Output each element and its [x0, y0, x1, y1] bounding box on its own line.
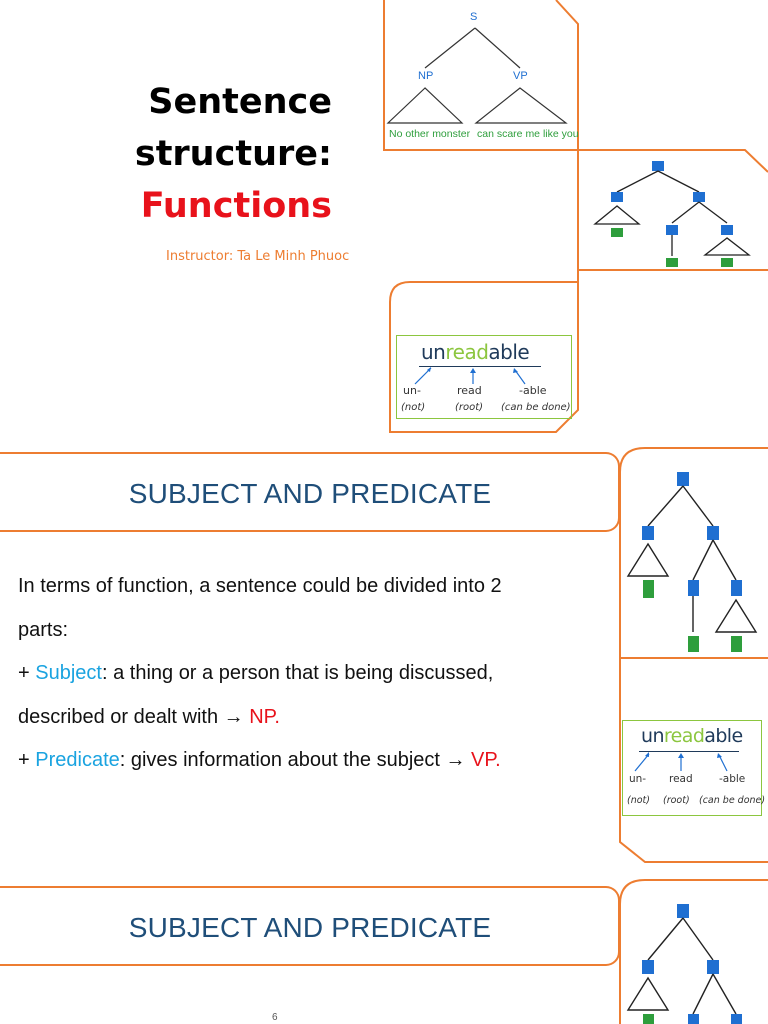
morph-word	[421, 340, 529, 364]
tree-vp-label: VP	[513, 70, 528, 82]
morphology-box	[396, 335, 572, 419]
morph-root: read	[663, 725, 705, 747]
slide1-decor	[0, 0, 768, 440]
tree-vp-phrase: can scare me like you	[477, 128, 579, 140]
arrow-icon: →	[445, 749, 466, 771]
morph-root-label: read	[457, 384, 482, 397]
title-line-2: structure:	[134, 134, 332, 174]
predicate-term: Predicate	[35, 749, 120, 771]
tree-root-label: S	[470, 11, 478, 23]
morph-suffix: able	[488, 340, 530, 364]
morph-root-gloss: (root)	[455, 402, 484, 413]
morph-suffix-gloss: (can be done)	[501, 402, 571, 413]
instructor-credit: Instructor: Ta Le Minh Phuoc	[166, 249, 350, 264]
morph-suffix-gloss: (can be done)	[699, 795, 766, 806]
morph-suffix: able	[704, 725, 743, 747]
slide3-decor	[0, 876, 768, 1024]
slide2-heading: SUBJECT AND PREDICATE	[128, 478, 492, 509]
morph-prefix: un	[641, 725, 664, 747]
tree-np-phrase: No other monster	[389, 128, 471, 140]
tree-icon	[628, 904, 742, 1024]
tree-icon	[628, 472, 756, 652]
slide2-line2: parts:	[18, 619, 69, 641]
arrow-icon: →	[223, 706, 244, 728]
morph-root-label: read	[669, 773, 693, 785]
slide2-predicate-line: + Predicate: gives information about the subject → VP.	[18, 749, 501, 771]
slide2-line1: In terms of function, a sentence could be divided into 2	[18, 575, 502, 597]
morph-prefix-label: un-	[629, 773, 647, 785]
morph-word	[641, 725, 743, 747]
morph-prefix-label: un-	[403, 384, 421, 397]
morph-suffix-label: -able	[719, 773, 746, 785]
tree-np-label: NP	[418, 70, 434, 82]
morph-prefix-gloss: (not)	[627, 795, 650, 806]
tree-icon	[595, 161, 749, 267]
slide2-subject-line: + Subject: a thing or a person that is being discussed,	[18, 662, 494, 684]
title-line-1: Sentence	[148, 82, 332, 122]
title-line-3: Functions	[140, 186, 332, 226]
morph-prefix: un	[421, 340, 446, 364]
morph-root-gloss: (root)	[663, 795, 690, 806]
slide2-subject-line2: described or dealt with → NP.	[18, 706, 280, 728]
subject-term: Subject	[35, 662, 102, 684]
morph-root: read	[445, 340, 489, 364]
np-abbr: NP.	[243, 706, 280, 728]
morph-suffix-label: -able	[519, 384, 547, 397]
slide3-heading: SUBJECT AND PREDICATE	[128, 912, 492, 943]
morph-prefix-gloss: (not)	[401, 402, 426, 413]
page-mark: 6	[272, 1012, 278, 1023]
morphology-box	[622, 720, 766, 816]
vp-abbr: VP.	[465, 749, 501, 771]
